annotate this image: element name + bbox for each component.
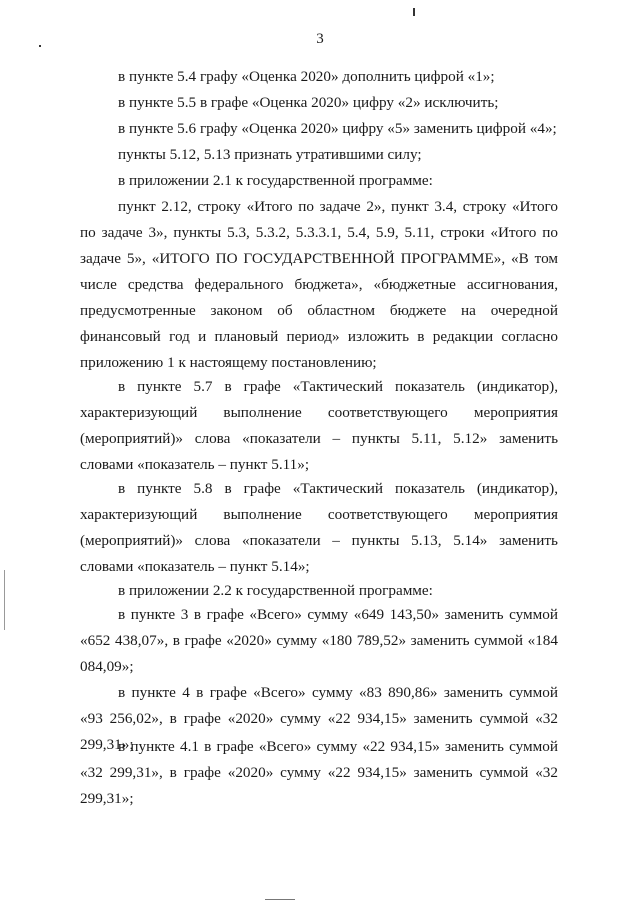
scan-mark-left [4,570,5,630]
paragraph-1: в пункте 5.4 графу «Оценка 2020» дополнить цифрой «1»; [118,68,495,85]
scan-mark-bottom [265,899,295,900]
paragraph-3: в пункте 5.6 графу «Оценка 2020» цифру «5» заменить цифрой «4»; [118,120,557,137]
paragraph-7: в пункте 5.7 в графе «Тактический показатель (индикатор), характеризующий выполнение соответствующего мероприятия (мероприятий)» слова «показатели – пункты 5.11, 5.12» заменить словами «показатель – пункт 5.11»; [80,378,558,473]
paragraph-11: в пункте 4 в графе «Всего» сумму «83 890,86» заменить суммой «93 256,02», в графе «2020» сумму «22 934,15» заменить суммой «32 299,31»; [80,684,558,753]
paragraph-9: в приложении 2.2 к государственной программе: [118,582,433,599]
paragraph-2: в пункте 5.5 в графе «Оценка 2020» цифру «2» исключить; [118,94,499,111]
paragraph-6: пункт 2.12, строку «Итого по задаче 2», пункт 3.4, строку «Итого по задаче 3», пункты 5.3, 5.3.2, 5.3.3.1, 5.4, 5.9, 5.11, строки «Итого по задаче 5», «ИТОГО ПО ГОСУДАРСТВЕННОЙ ПРОГРАММЕ», «В том числе средства федерального бюджета», «бюджетные ассигнования, предусмотренные законом об областном бюджете на очередной финансовый год и плановый период» изложить в редакции согласно приложению 1 к настоящему постановлению; [80,198,558,371]
paragraph-5: в приложении 2.1 к государственной программе: [118,172,433,189]
page-number: 3 [316,31,324,47]
scan-mark-top [413,8,415,16]
paragraph-10: в пункте 3 в графе «Всего» сумму «649 143,50» заменить суммой «652 438,07», в графе «2020» сумму «180 789,52» заменить суммой «184 084,09»; [80,606,558,675]
paragraph-12: в пункте 4.1 в графе «Всего» сумму «22 934,15» заменить суммой «32 299,31», в графе «2020» сумму «22 934,15» заменить суммой «32 299,31»; [80,738,558,807]
paragraph-4: пункты 5.12, 5.13 признать утратившими силу; [118,146,422,163]
paragraph-8: в пункте 5.8 в графе «Тактический показатель (индикатор), характеризующий выполнение соответствующего мероприятия (мероприятий)» слова «показатели – пункты 5.13, 5.14» заменить словами «показатель – пункт 5.14»; [80,480,558,575]
